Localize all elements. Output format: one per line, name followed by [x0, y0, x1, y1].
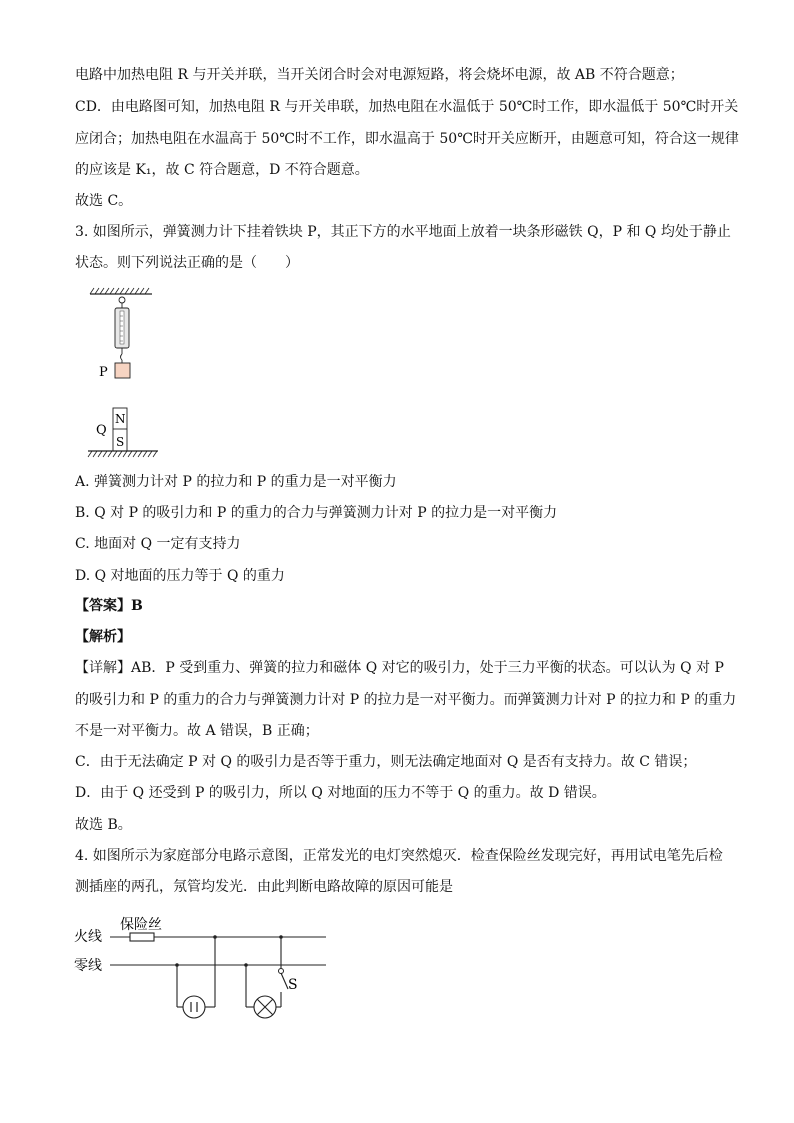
prev-line-1: 电路中加热电阻 R 与开关并联，当开关闭合时会对电源短路，将会烧坏电源，故 AB 不符合题意； [75, 67, 684, 83]
q4-stem-line-2: 测插座的两孔，氖管均发光．由此判断电路故障的原因可能是 [75, 879, 453, 895]
q4-stem-line-1: 4. 如图所示为家庭部分电路示意图，正常发光的电灯突然熄灭．检查保险丝发现完好，再用试电笔先后检 [75, 848, 723, 864]
q3-answer: 【答案】B [75, 598, 143, 614]
socket-icon [183, 996, 205, 1018]
switch-icon [281, 973, 288, 989]
q3-option-d: D. Q 对地面的压力等于 Q 的重力 [75, 568, 285, 584]
switch-label: S [288, 977, 298, 993]
label-p: P [99, 365, 108, 380]
live-wire-label: 火线 [74, 929, 102, 945]
q4-figure-household-circuit [70, 910, 340, 1025]
q3-option-b: B. Q 对 P 的吸引力和 P 的重力的合力与弹簧测力计对 P 的拉力是一对平衡力 [75, 505, 558, 521]
fuse-icon [130, 933, 154, 941]
q3-stem-line-1: 3. 如图所示，弹簧测力计下挂着铁块 P，其正下方的水平地面上放着一块条形磁铁 Q，P 和 Q 均处于静止 [75, 224, 731, 240]
q3-option-a: A. 弹簧测力计对 P 的拉力和 P 的重力是一对平衡力 [75, 474, 397, 490]
q3-analysis-line-3: 不是一对平衡力。故 A 错误，B 正确； [75, 723, 319, 739]
prev-line-2: CD．由电路图可知，加热电阻 R 与开关串联，加热电阻在水温低于 50℃时工作，即水温低于 50℃时开关 [75, 99, 739, 115]
label-q: Q [96, 423, 107, 438]
label-s: S [116, 435, 125, 449]
q3-analysis-title: 【解析】 [75, 629, 131, 645]
q3-analysis-line-1: 【详解】AB．P 受到重力、弹簧的拉力和磁体 Q 对它的吸引力，处于三力平衡的状态。可以认为 Q 对 P [75, 660, 724, 676]
fuse-label: 保险丝 [120, 917, 162, 933]
prev-line-5: 故选 C。 [75, 193, 133, 209]
q3-analysis-line-2: 的吸引力和 P 的重力的合力与弹簧测力计对 P 的拉力是一对平衡力。而弹簧测力计对 P 的拉力和 P 的重力 [75, 692, 737, 708]
prev-line-3: 应闭合；加热电阻在水温高于 50℃时不工作，即水温高于 50℃时开关应断开，由题意可知，符合这一规律 [75, 131, 739, 147]
q3-figure-spring-scale-magnet [80, 280, 180, 462]
q3-option-c: C. 地面对 Q 一定有支持力 [75, 536, 241, 552]
label-n: N [115, 412, 126, 426]
q3-analysis-line-4: C．由于无法确定 P 对 Q 的吸引力是否等于重力，则无法确定地面对 Q 是否有支持力。故 C 错误； [75, 754, 697, 770]
q3-analysis-line-5: D．由于 Q 还受到 P 的吸引力，所以 Q 对地面的压力不等于 Q 的重力。故 D 错误。 [75, 785, 606, 801]
q3-stem-line-2: 状态。则下列说法正确的是（ ） [75, 255, 299, 271]
neutral-wire-label: 零线 [74, 958, 102, 974]
q3-analysis-line-6: 故选 B。 [75, 817, 132, 833]
prev-line-4: 的应该是 K₁，故 C 符合题意，D 不符合题意。 [75, 162, 369, 178]
